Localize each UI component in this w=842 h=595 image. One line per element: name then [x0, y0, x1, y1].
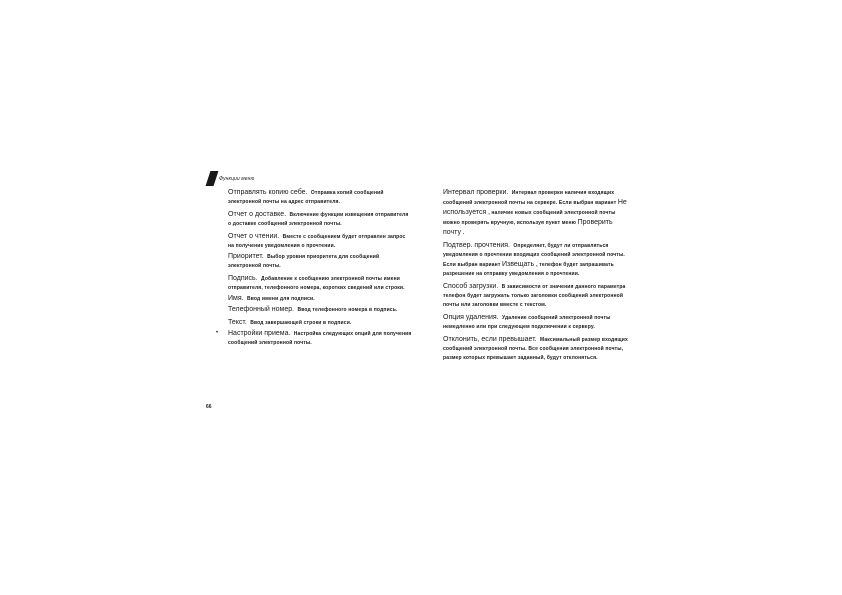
- option-description: В зависимости от значения данного параметра телефон будет загружать только заголовки сообщений электронной почты или заголовки вместе с текстом.: [443, 284, 626, 308]
- menu-option-entry: [228, 274, 413, 293]
- menu-option-entry: [443, 282, 629, 310]
- menu-option-entry: [228, 294, 413, 304]
- option-term: Имя.: [228, 295, 244, 302]
- option-description: Максимальный размер входящих сообщений электронной почты. Все сообщения электронной почты, размер которых превышает заданный, будут отклоняться.: [443, 337, 628, 361]
- option-description: .: [462, 230, 465, 236]
- menu-option-entry: [228, 318, 413, 328]
- right-column: [443, 188, 629, 366]
- option-description: Отправка копий сообщений электронной почты на адрес отправителя.: [228, 190, 384, 205]
- menu-option-entry: [228, 232, 413, 251]
- option-description: Определяет, будут ли отправляться уведомления о прочтении входящих сообщений электронной почты. Если выбран вариант: [443, 243, 625, 268]
- option-description: Вместе с сообщением будет отправлен запрос на получение уведомления о прочтении.: [228, 234, 406, 249]
- menu-option-entry: [443, 335, 629, 363]
- option-term: Способ загрузки.: [443, 283, 499, 290]
- option-term: Телефонный номер.: [228, 306, 295, 313]
- option-term: Отправлять копию себе.: [228, 189, 308, 196]
- option-term: Подтвер. прочтения.: [443, 242, 510, 249]
- page-number: 66: [206, 404, 212, 410]
- menu-option-entry: [228, 305, 413, 315]
- option-description: , телефон будет запрашивать разрешение на отправку уведомления о прочтении.: [443, 262, 614, 277]
- menu-option-entry: [228, 210, 413, 229]
- section-marker-slash: [206, 171, 219, 186]
- menu-option-entry: [443, 188, 629, 238]
- menu-option-entry: [443, 313, 629, 332]
- section-title: Функции меню: [219, 176, 255, 182]
- option-term: Отчет о доставке.: [228, 211, 287, 218]
- menu-option-entry: [216, 329, 413, 348]
- option-term: Опция удаления.: [443, 314, 499, 321]
- option-description: Удаление сообщений электронной почты немедленно или при следующем подключении к серверу.: [443, 315, 611, 330]
- option-description: Настройка следующих опций для получения сообщений электронной почты.: [228, 331, 412, 346]
- option-term: Отклонить, если превышает.: [443, 336, 537, 343]
- option-term: Отчет о чтении.: [228, 233, 280, 240]
- option-term: Настройки приема.: [228, 330, 291, 337]
- option-term: Приоритет.: [228, 253, 264, 260]
- option-term: Подпись.: [228, 275, 258, 282]
- option-term: Интервал проверки.: [443, 189, 509, 196]
- bullet-icon: •: [216, 330, 219, 336]
- option-description: Включение функции извещения отправителя о доставке сообщений электронной почты.: [228, 212, 409, 227]
- option-value-term: Извещать: [502, 261, 535, 268]
- menu-option-entry: [228, 252, 413, 271]
- option-description: , наличие новых сообщений электронной почты можно проверять вручную, используя пункт меню: [443, 210, 616, 226]
- option-value-term: Не используется: [443, 199, 627, 216]
- option-description: Интервал проверки наличия входящих сообщений электронной почты на сервере. Если выбран вариант: [443, 190, 618, 206]
- option-description: Ввод имени для подписи.: [246, 296, 315, 302]
- option-term: Текст.: [228, 319, 247, 326]
- option-description: Выбор уровня приоритета для сообщений электронной почты.: [228, 254, 380, 269]
- option-description: Добавление к сообщению электронной почты имени отправителя, телефонного номера, коротких сведений или строки.: [228, 276, 405, 291]
- option-description: Ввод завершающей строки в подписи.: [250, 320, 352, 326]
- left-column: [216, 188, 413, 351]
- option-description: Ввод телефонного номера в подпись.: [297, 307, 398, 313]
- menu-option-entry: [228, 188, 413, 207]
- option-menu-term: Проверить почту: [443, 219, 613, 236]
- menu-option-entry: [443, 241, 629, 279]
